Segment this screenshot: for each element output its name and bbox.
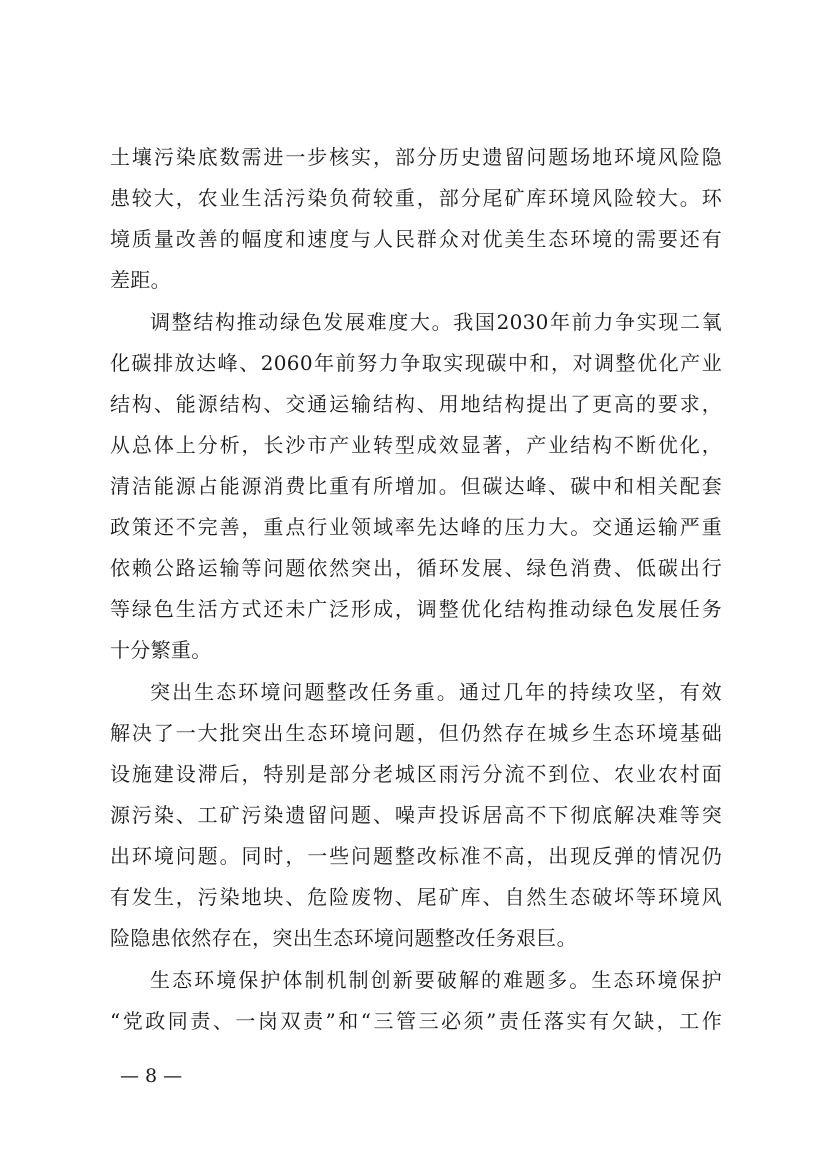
text-line: 从总体上分析，长沙市产业转型成效显著，产业结构不断优化， [110,433,722,457]
paragraph-first-line: 生态环境保护体制机制创新要破解的难题多。生态环境保护 [150,968,722,992]
text-line: 有发生，污染地块、危险废物、尾矿库、自然生态破坏等环境风 [110,885,722,909]
text-line: 出环境问题。同时，一些问题整改标准不高，出现反弹的情况仍 [110,844,722,868]
text-line: 险隐患依然存在，突出生态环境问题整改任务艰巨。 [110,926,577,950]
text-line: 源污染、工矿污染遗留问题、噪声投诉居高不下彻底解决难等突 [110,803,722,827]
paragraph-first-line: 突出生态环境问题整改任务重。通过几年的持续攻坚，有效 [150,680,722,704]
text-line: 境质量改善的幅度和速度与人民群众对优美生态环境的需要还有 [110,227,722,251]
text-line: 土壤污染底数需进一步核实，部分历史遗留问题场地环境风险隐 [110,145,722,169]
text-line: 患较大，农业生活污染负荷较重，部分尾矿库环境风险较大。环 [110,186,722,210]
text-line: 依赖公路运输等问题依然突出，循环发展、绿色消费、低碳出行 [110,556,722,580]
text-line: 等绿色生活方式还未广泛形成，调整优化结构推动绿色发展任务 [110,597,722,621]
text-line: 十分繁重。 [110,638,212,662]
paragraph-first-line: 调整结构推动绿色发展难度大。我国2030年前力争实现二氧 [150,310,722,334]
text-line: 差距。 [110,268,171,292]
text-line: “党政同责、一岗双责”和“三管三必须”责任落实有欠缺，工作 [110,1009,722,1033]
text-line: 解决了一大批突出生态环境问题，但仍然存在城乡生态环境基础 [110,721,722,745]
page-number: — 8 — [120,1065,183,1087]
text-line: 政策还不完善，重点行业领域率先达峰的压力大。交通运输严重 [110,515,722,539]
text-line: 化碳排放达峰、2060年前努力争取实现碳中和，对调整优化产业 [110,351,722,375]
text-line: 结构、能源结构、交通运输结构、用地结构提出了更高的要求， [110,392,722,416]
text-line: 设施建设滞后，特别是部分老城区雨污分流不到位、农业农村面 [110,762,722,786]
text-line: 清洁能源占能源消费比重有所增加。但碳达峰、碳中和相关配套 [110,474,722,498]
